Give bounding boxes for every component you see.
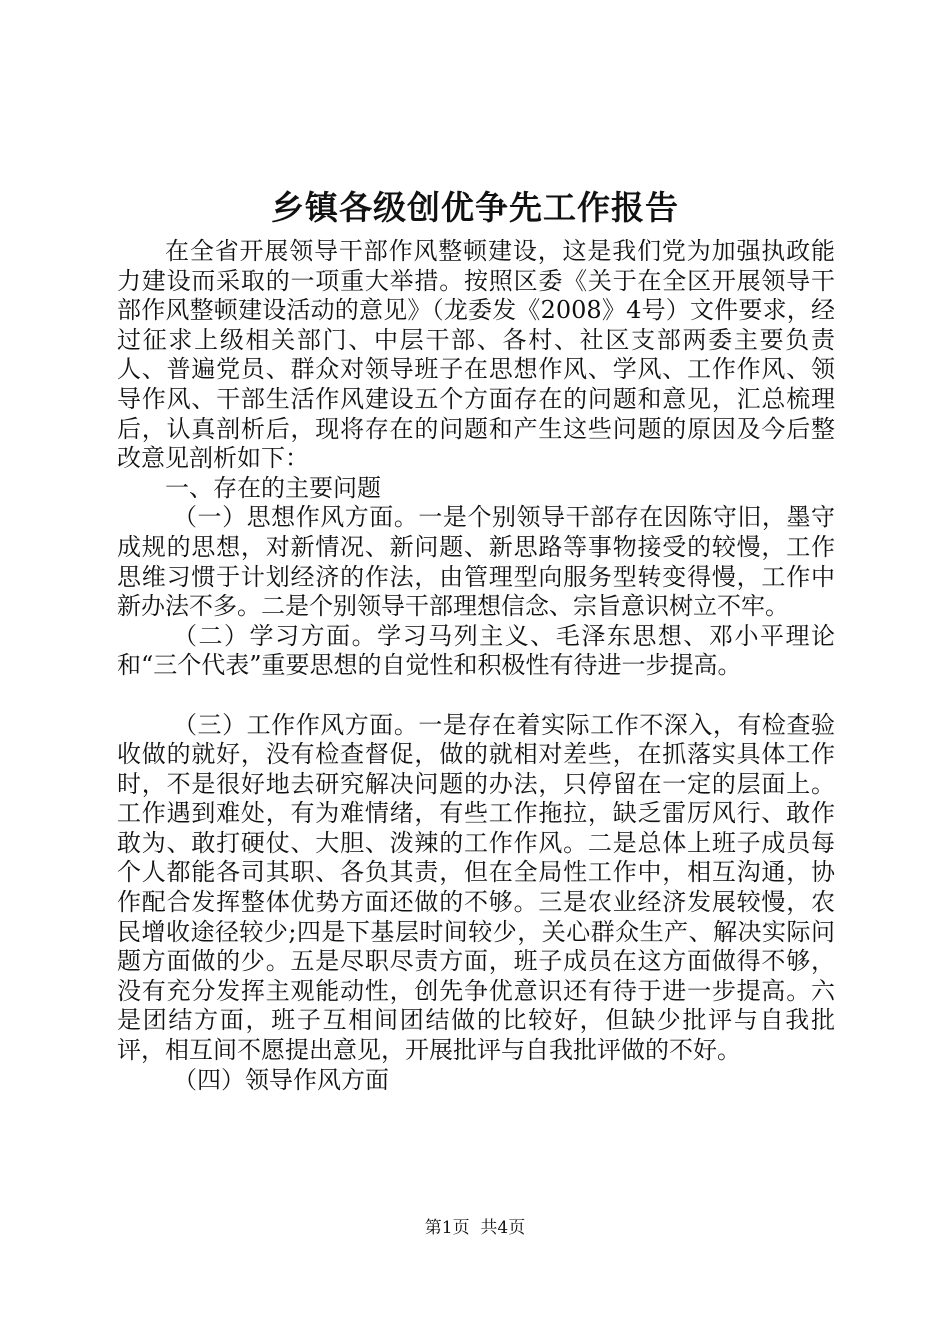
document-title: 乡镇各级创优争先工作报告 — [271, 188, 679, 227]
section-heading-problems: 一、存在的主要问题 — [165, 473, 381, 502]
document-body — [117, 237, 835, 1095]
page-footer — [0, 1216, 950, 1240]
intro-paragraph: 在全省开展领导干部作风整顿建设，这是我们党为加强执政能力建设而采取的一项重大举措。按照区委《关于在全区开展领导干部作风整顿建设活动的意见》（龙委发《2008》4号）文件要求，经过征求上级相关部门、中层干部、各村、社区支部两委主要负责人、普遍党员、群众对领导班子在思想作风、学风、工作作风、领导作风、干部生活作风建设五个方面存在的问题和意见，汇总梳理后，认真剖析后，现将存在的问题和产生这些问题的原因及今后整改意见剖析如下： — [117, 237, 835, 473]
page-total: 共4页 — [480, 1218, 526, 1238]
subsection-work-style-paragraph: （三）工作作风方面。一是存在着实际工作不深入，有检查验收做的就好，没有检查督促，做的就相对差些，在抓落实具体工作时，不是很好地去研究解决问题的办法，只停留在一定的层面上。工作遇到难处，有为难情绪，有些工作拖拉，缺乏雷厉风行、敢作敢为、敢打硬仗、大胆、泼辣的工作作风。二是总体上班子成员每个人都能各司其职、各负其责，但在全局性工作中，相互沟通，协作配合发挥整体优势方面还做的不够。三是农业经济发展较慢，农民增收途径较少;四是下基层时间较少，关心群众生产、解决实际问题方面做的少。五是尽职尽责方面，班子成员在这方面做得不够，没有充分发挥主观能动性，创先争优意识还有待于进一步提高。六是团结方面，班子互相间团结做的比较好，但缺少批评与自我批评，相互间不愿提出意见，开展批评与自我批评做的不好。 — [117, 710, 835, 1065]
subsection-ideology-paragraph: （一）思想作风方面。一是个别领导干部存在因陈守旧，墨守成规的思想，对新情况、新问题、新思路等事物接受的较慢，工作思维习惯于计划经济的作法，由管理型向服务型转变得慢，工作中新办法不多。二是个别领导干部理想信念、宗旨意识树立不牢。 — [117, 503, 835, 621]
paragraph-gap — [117, 681, 835, 711]
page-number: 第1页 — [424, 1218, 470, 1238]
subsection-study-paragraph: （二）学习方面。学习马列主义、毛泽东思想、邓小平理论和“三个代表”重要思想的自觉性和积极性有待进一步提高。 — [117, 621, 835, 680]
subsection-leadership-heading: （四）领导作风方面 — [173, 1065, 389, 1094]
